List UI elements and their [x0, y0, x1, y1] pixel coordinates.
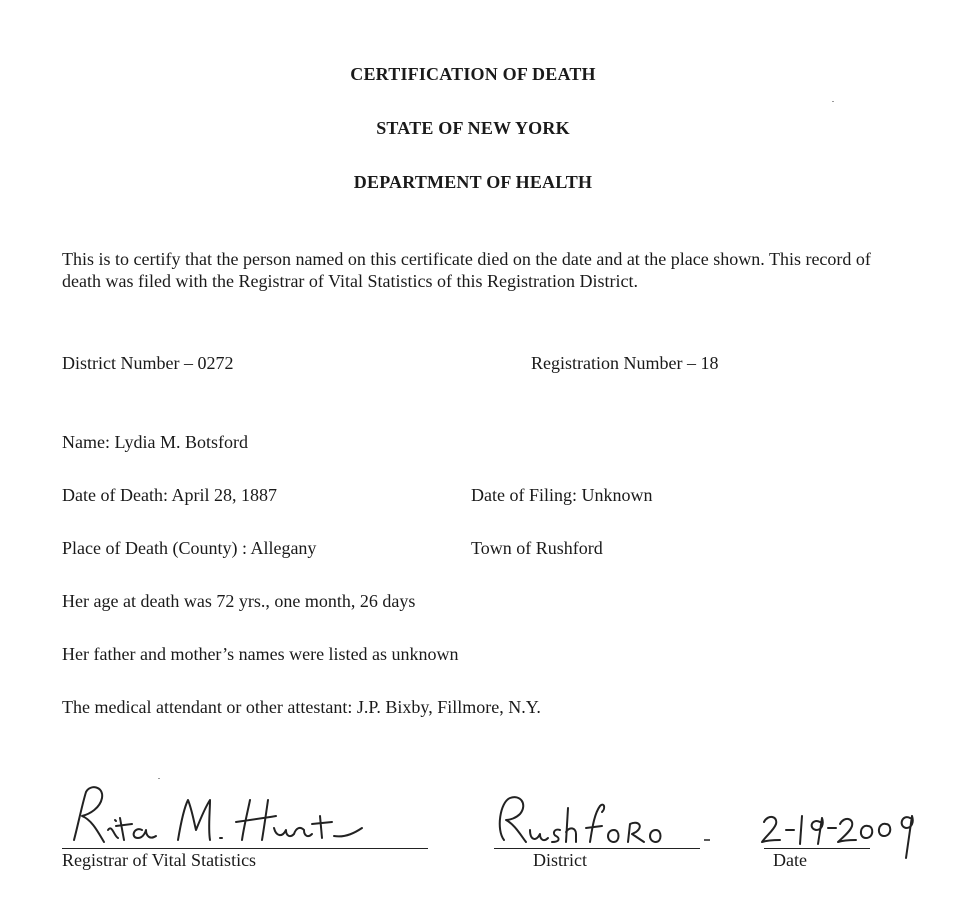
district-number: District Number – 0272	[62, 353, 234, 373]
title-state: STATE OF NEW YORK	[376, 118, 570, 138]
place-of-death: Place of Death (County) : Allegany	[62, 538, 317, 558]
district-label: District	[533, 850, 587, 870]
town-of-death: Town of Rushford	[471, 538, 603, 558]
date-of-death: Date of Death: April 28, 1887	[62, 485, 277, 505]
date-signature-line	[764, 848, 870, 849]
registrar-signature	[60, 780, 440, 850]
decedent-name: Name: Lydia M. Botsford	[62, 432, 248, 452]
medical-attestant: The medical attendant or other attestant: J.P. Bixby, Fillmore, N.Y.	[62, 697, 541, 717]
title-department: DEPARTMENT OF HEALTH	[353, 172, 593, 192]
registration-number: Registration Number – 18	[531, 353, 719, 373]
registrar-signature-line	[62, 848, 428, 849]
scan-speck	[158, 778, 160, 779]
age-at-death: Her age at death was 72 yrs., one month, 26 days	[62, 591, 416, 611]
scan-speck	[832, 101, 834, 102]
district-signature	[490, 790, 720, 850]
date-of-filing: Date of Filing: Unknown	[471, 485, 653, 505]
parents-names: Her father and mother’s names were listed as unknown	[62, 644, 459, 664]
title-certification-of-death: CERTIFICATION OF DEATH	[350, 64, 596, 84]
district-signature-line	[494, 848, 700, 849]
registrar-label: Registrar of Vital Statistics	[62, 850, 257, 870]
date-label: Date	[773, 850, 807, 870]
date-signature	[730, 800, 930, 870]
certification-paragraph: This is to certify that the person named on this certificate died on the date and at the place shown. This record of death was filed with the Registrar of Vital Statistics of this Registration District.	[62, 249, 871, 291]
